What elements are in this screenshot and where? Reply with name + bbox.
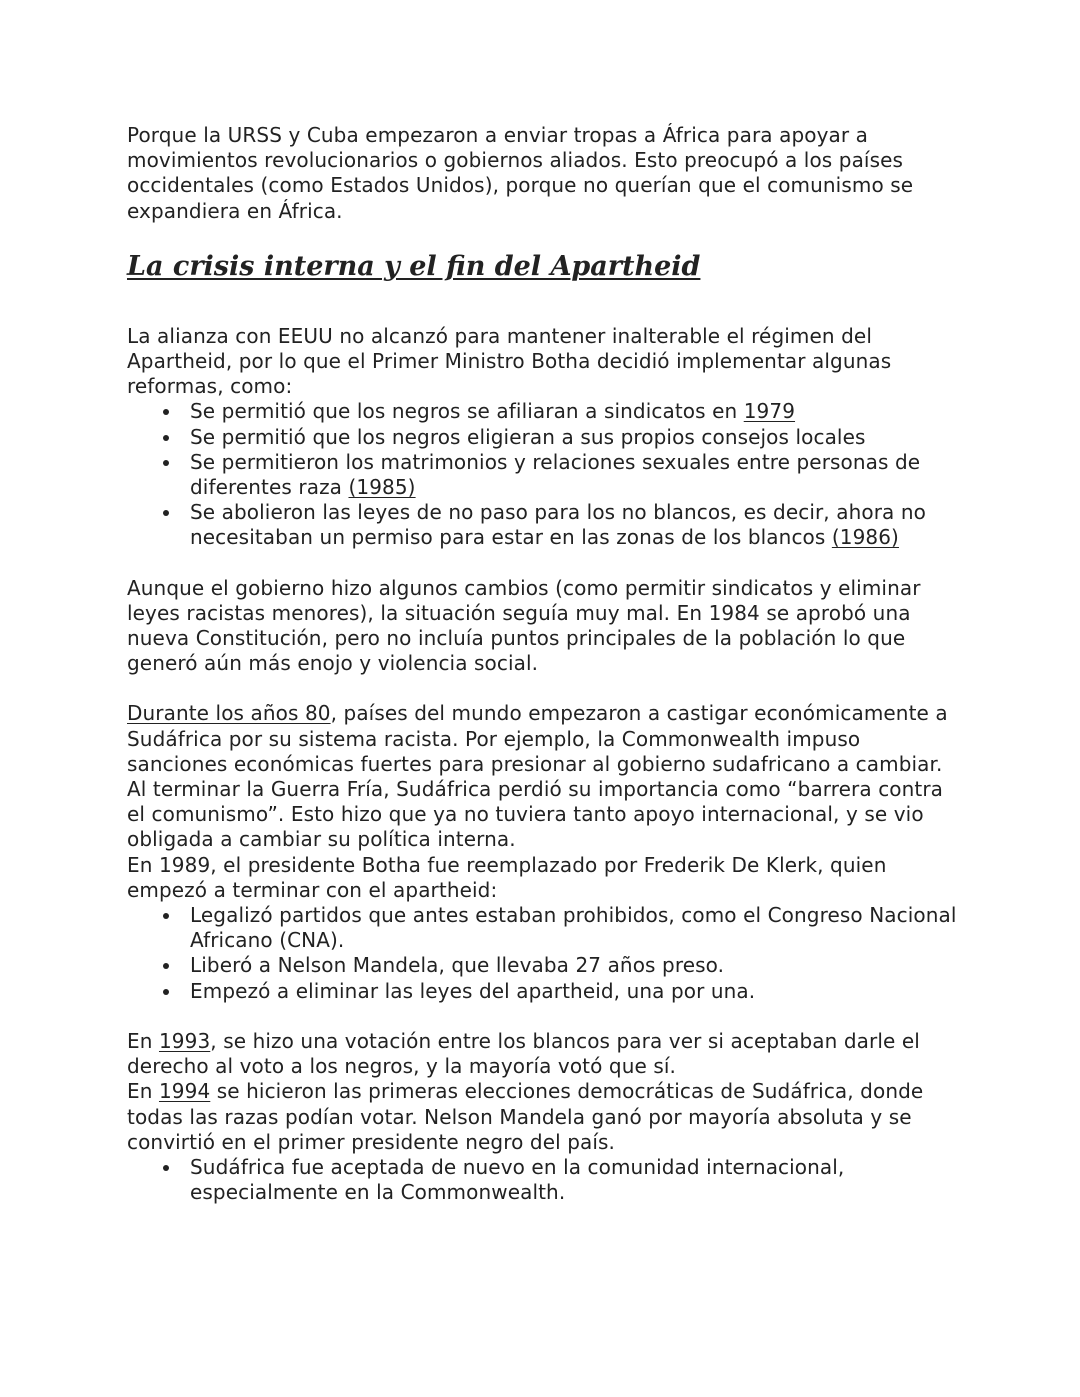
document-page	[127, 123, 957, 1205]
list-item: Se permitieron los matrimonios y relaciones sexuales entre personas de diferentes raza (1985)	[190, 450, 957, 500]
year-underlined: 1993	[158, 1028, 211, 1053]
date-link: (1986)	[831, 525, 899, 550]
sanctions-paragraph: Durante los años 80, países del mundo empezaron a castigar económicamente a Sudáfrica por su sistema racista. Por ejemplo, la Commonwealth impuso sanciones económicas fuertes para presionar al gobierno sudafricano a cambiar.	[127, 701, 948, 776]
de-klerk-list	[127, 903, 957, 1004]
list-item: Se permitió que los negros se afiliaran a sindicatos en 1979	[190, 399, 957, 424]
list-item: Empezó a eliminar las leyes del apartheid, una por una.	[190, 979, 957, 1004]
intro-paragraph: Porque la URSS y Cuba empezaron a enviar tropas a África para apoyar a movimientos revolucionarios o gobiernos aliados. Esto preocupó a los países occidentales (como Estados Unidos), porque no querían que el comunismo se expandiera en África.	[127, 123, 914, 223]
date-link: 1979	[743, 399, 796, 424]
elections-paragraph: En 1994 se hicieron las primeras elecciones democráticas de Sudáfrica, donde todas las razas podían votar. Nelson Mandela ganó por mayoría absoluta y se convirtió en el primer presidente negro del país.	[127, 1079, 924, 1154]
reforms-list	[127, 399, 957, 550]
section-heading: La crisis interna y el fin del Apartheid	[127, 250, 701, 282]
list-item: Se abolieron las leyes de no paso para los no blancos, es decir, ahora no necesitaban un permiso para estar en las zonas de los blancos (1986)	[190, 500, 957, 550]
date-link: (1985)	[348, 475, 416, 500]
constitution-paragraph: Aunque el gobierno hizo algunos cambios (como permitir sindicatos y eliminar leyes racistas menores), la situación seguía muy mal. En 1984 se aprobó una nueva Constitución, pero no incluía puntos principales de la población lo que generó aún más enojo y violencia social.	[127, 575, 921, 676]
underlined-phrase: Durante los años 80	[127, 701, 331, 726]
cold-war-paragraph: Al terminar la Guerra Fría, Sudáfrica perdió su importancia como “barrera contra el comunismo”. Esto hizo que ya no tuviera tanto apoyo internacional, y se vio obligada a cambiar su política interna.	[127, 777, 944, 852]
year-underlined: 1994	[158, 1079, 211, 1104]
reforms-intro-paragraph: La alianza con EEUU no alcanzó para mantener inalterable el régimen del Apartheid, por lo que el Primer Ministro Botha decidió implementar algunas reformas, como:	[127, 323, 892, 399]
international-list	[127, 1155, 957, 1205]
list-item: Se permitió que los negros eligieran a sus propios consejos locales	[190, 425, 957, 450]
referendum-paragraph: En 1993, se hizo una votación entre los blancos para ver si aceptaban darle el derecho al voto a los negros, y la mayoría votó que sí.	[127, 1028, 920, 1079]
list-item: Legalizó partidos que antes estaban prohibidos, como el Congreso Nacional Africano (CNA).	[190, 903, 957, 953]
list-item: Sudáfrica fue aceptada de nuevo en la comunidad internacional, especialmente en la Commonwealth.	[190, 1155, 957, 1205]
list-item: Liberó a Nelson Mandela, que llevaba 27 años preso.	[190, 953, 957, 978]
de-klerk-paragraph: En 1989, el presidente Botha fue reemplazado por Frederik De Klerk, quien empezó a terminar con el apartheid:	[127, 852, 887, 902]
